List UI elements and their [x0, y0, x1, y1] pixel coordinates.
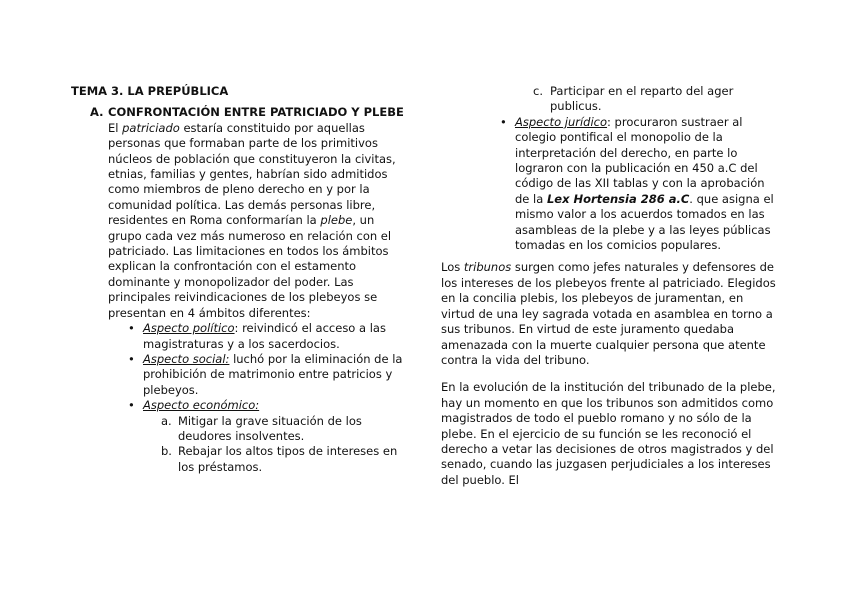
- list-item: [125, 352, 407, 398]
- bullet-text: : reivindicó el acceso a las magistraturas y a los sacerdocios.: [143, 321, 386, 351]
- bullet-text: luchó por la eliminación de la prohibición de matrimonio entre patricios y plebeyos.: [143, 351, 403, 397]
- left-column: [71, 84, 407, 475]
- list-item: [125, 321, 407, 352]
- bullet-term: Aspecto social:: [143, 351, 230, 366]
- list-item: [533, 84, 777, 115]
- item-text: Mitigar la grave situación de los deudores insolventes.: [178, 413, 362, 443]
- intro-text: El: [108, 120, 123, 135]
- para-text: Los: [441, 260, 464, 275]
- list-item: [161, 414, 407, 445]
- evolucion-paragraph: En la evolución de la institución del tribunado de la plebe, hay un momento en que los tribunos son admitidos como magistrados de todo el pueblo romano y no sólo de la plebe. En el ejercicio de su función se les reconoció el derecho a vetar las decisiones de otros magistrados y del senado, cuando las juzgasen perjudiciales a los intereses del pueblo. El: [441, 380, 776, 487]
- list-item: [497, 115, 777, 254]
- plebe-term: plebe: [320, 213, 353, 228]
- item-number: a.: [161, 413, 172, 428]
- tribunos-paragraph: [441, 260, 777, 368]
- item-number: c.: [533, 84, 543, 98]
- bullet-term: Aspecto político: [143, 321, 235, 336]
- section-title: CONFRONTACIÓN ENTRE PATRICIADO Y PLEBE: [108, 105, 404, 120]
- intro-text: estaría constituido por aquellas personas que formaban parte de los primitivos núcleos de población que constituyeron la civitas, etnias, familias y gentes, habrían sido admitidos como miembros de pleno derecho en y por la comunidad política. Las demás personas libre, residentes en Roma conformarían la: [108, 120, 396, 228]
- item-number: b.: [161, 444, 172, 459]
- para-text: surgen como jefes naturales y defensores de los intereses de los plebeyos frente al patriciado. Elegidos en la concilia plebis, los plebeyos de juramentan, en virtud de una ley sagrada votada en asamblea en torno a sus tribunos. En virtud de este juramento quedaba amenazada con la muerte cualquier persona que atente contra la vida del tribuno.: [441, 260, 776, 367]
- page-title: TEMA 3. LA PREPÚBLICA: [71, 84, 229, 98]
- intro-text: , un grupo cada vez más numeroso en relación con el patriciado. Las limitaciones en todos los ámbitos explican la confrontación con el estamento dominante y monopolizador del poder. Las principales reivindicaciones de los plebeyos se presentan en 4 ámbitos diferentes:: [108, 213, 392, 320]
- bullet-term: Aspecto jurídico: [515, 114, 608, 129]
- tribunos-term: tribunos: [463, 260, 512, 275]
- section-label: A.: [90, 105, 104, 120]
- bullet-text: . que asigna el mismo valor a los acuerdos tomados en las asambleas de la plebe y a las leyes públicas tomadas en los comicios populares.: [515, 191, 774, 253]
- section-heading: [90, 105, 407, 120]
- item-text: Rebajar los altos tipos de intereses en los préstamos.: [178, 444, 398, 474]
- list-item: [125, 398, 407, 413]
- patriciado-term: patriciado: [122, 120, 180, 135]
- lex-hortensia: Lex Hortensia 286 a.C: [546, 191, 690, 206]
- right-column: [441, 84, 777, 488]
- bullet-text: : procuraron sustraer al colegio pontifical el monopolio de la interpretación del derecho, en parte lo lograron con la publicación en 450 a.C del código de las XII tablas y con la aprobación de la: [515, 114, 765, 206]
- list-item: [161, 444, 407, 475]
- intro-paragraph: [108, 121, 407, 321]
- item-text: Participar en el reparto del ager publicus.: [550, 84, 734, 114]
- bullet-term: Aspecto económico:: [143, 398, 260, 413]
